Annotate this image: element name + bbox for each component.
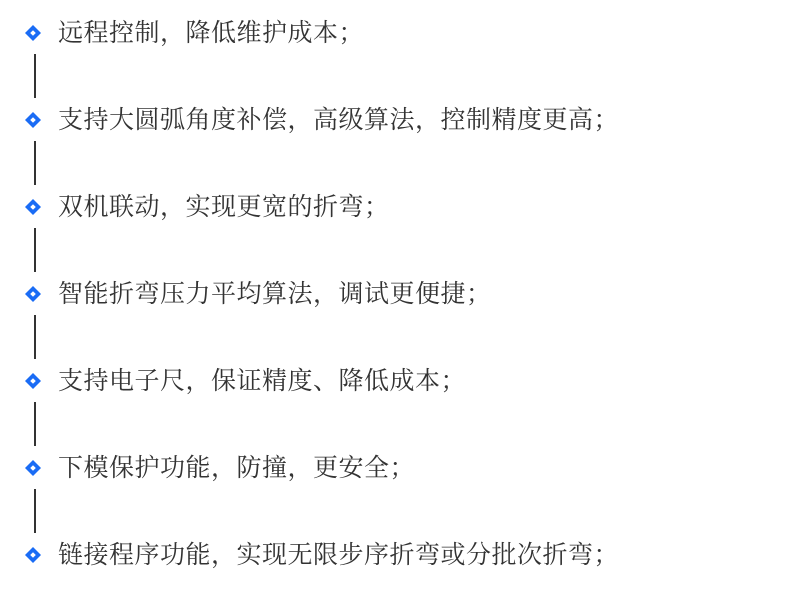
diamond-icon — [25, 112, 41, 128]
feature-item — [25, 360, 800, 402]
feature-item — [25, 12, 800, 54]
diamond-icon — [25, 25, 41, 41]
diamond-icon — [25, 547, 41, 563]
feature-item — [25, 273, 800, 315]
feature-text: 支持大圆弧角度补偿，高级算法，控制精度更高； — [58, 105, 620, 134]
feature-text: 支持电子尺，保证精度、降低成本； — [58, 366, 467, 395]
feature-text: 智能折弯压力平均算法，调试更便捷； — [58, 279, 492, 308]
feature-item — [25, 99, 800, 141]
connector-line — [34, 402, 36, 446]
feature-item — [25, 447, 800, 489]
connector-line — [34, 54, 36, 98]
connector — [25, 402, 800, 447]
diamond-icon — [25, 286, 41, 302]
connector — [25, 228, 800, 273]
diamond-icon — [25, 460, 41, 476]
connector — [25, 141, 800, 186]
feature-item — [25, 534, 800, 576]
connector — [25, 315, 800, 360]
diamond-icon — [25, 373, 41, 389]
connector-line — [34, 141, 36, 185]
connector — [25, 54, 800, 99]
feature-text: 链接程序功能，实现无限步序折弯或分批次折弯； — [58, 540, 620, 569]
connector — [25, 489, 800, 534]
connector-line — [34, 315, 36, 359]
feature-item — [25, 186, 800, 228]
feature-text: 远程控制，降低维护成本； — [58, 18, 365, 47]
connector-line — [34, 489, 36, 533]
diamond-icon — [25, 199, 41, 215]
connector-line — [34, 228, 36, 272]
feature-text: 双机联动，实现更宽的折弯； — [58, 192, 390, 221]
feature-text: 下模保护功能，防撞，更安全； — [58, 453, 416, 482]
